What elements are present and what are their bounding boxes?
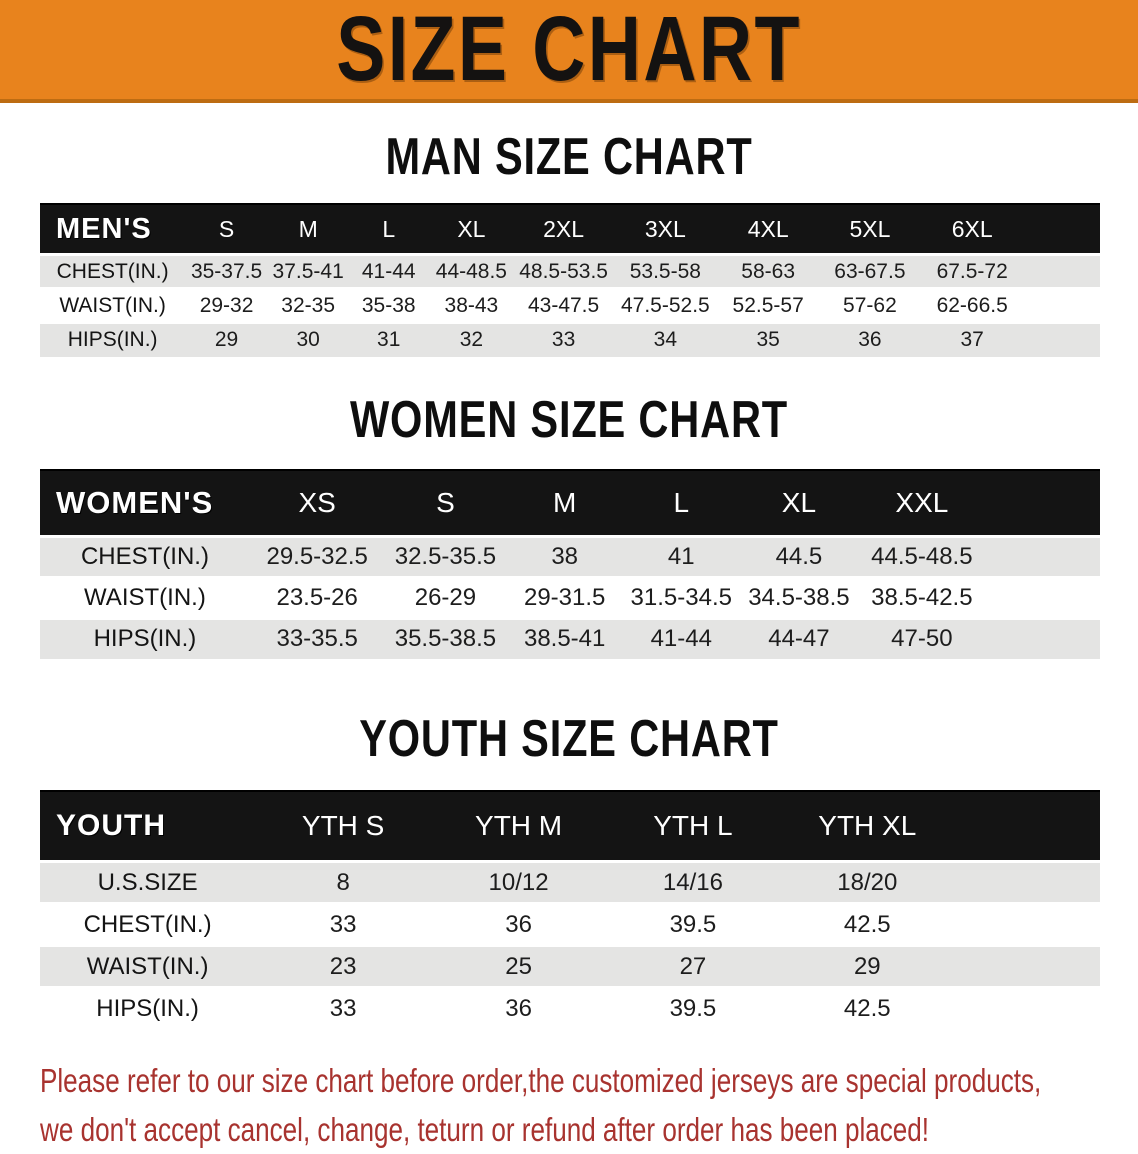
women-section-heading: WOMEN SIZE CHART (349, 390, 789, 449)
youth-row-label: WAIST(IN.) (40, 946, 255, 988)
men-row-spacer (1024, 289, 1100, 323)
women-row-waistin (40, 577, 1100, 618)
men-value-cell: 53.5-58 (613, 255, 717, 289)
women-value-cell: 29.5-32.5 (250, 536, 385, 577)
women-row-spacer (985, 618, 1100, 659)
men-size-section (0, 103, 1138, 357)
men-value-cell: 37.5-41 (268, 255, 349, 289)
men-value-cell: 63-67.5 (819, 255, 921, 289)
youth-value-cell: 8 (255, 862, 431, 904)
youth-value-cell: 36 (431, 988, 606, 1030)
disclaimer-line-2: we don't accept cancel, change, teturn or refund after order has been placed! (40, 1110, 930, 1148)
women-value-cell: 31.5-34.5 (623, 577, 740, 618)
men-row-hipsin (40, 323, 1100, 357)
men-value-cell: 35 (717, 323, 819, 357)
youth-value-cell: 39.5 (606, 988, 780, 1030)
women-value-cell: 33-35.5 (250, 618, 385, 659)
youth-value-cell: 27 (606, 946, 780, 988)
men-value-cell: 43-47.5 (514, 289, 614, 323)
youth-column-yth-m: YTH M (431, 791, 606, 862)
men-value-cell: 44-48.5 (429, 255, 514, 289)
youth-row-hipsin (40, 988, 1100, 1030)
women-row-label: HIPS(IN.) (40, 618, 250, 659)
men-value-cell: 67.5-72 (921, 255, 1024, 289)
men-value-cell: 48.5-53.5 (514, 255, 614, 289)
women-value-cell: 29-31.5 (506, 577, 623, 618)
men-column-m: M (268, 204, 349, 255)
men-value-cell: 32-35 (268, 289, 349, 323)
size-chart-banner (0, 0, 1138, 103)
women-row-label: WAIST(IN.) (40, 577, 250, 618)
women-value-cell: 38 (506, 536, 623, 577)
women-size-section (0, 357, 1138, 660)
youth-column-yth-l: YTH L (606, 791, 780, 862)
women-value-cell: 38.5-42.5 (858, 577, 985, 618)
women-row-spacer (985, 577, 1100, 618)
men-value-cell: 52.5-57 (717, 289, 819, 323)
men-column-5xl: 5XL (819, 204, 921, 255)
women-size-table (40, 469, 1100, 660)
men-value-cell: 34 (613, 323, 717, 357)
men-column-s: S (185, 204, 268, 255)
youth-row-label: HIPS(IN.) (40, 988, 255, 1030)
youth-value-cell: 10/12 (431, 862, 606, 904)
women-value-cell: 47-50 (858, 618, 985, 659)
men-column-xl: XL (429, 204, 514, 255)
youth-value-cell: 25 (431, 946, 606, 988)
men-value-cell: 31 (348, 323, 429, 357)
men-row-label: HIPS(IN.) (40, 323, 185, 357)
men-row-spacer (1024, 323, 1100, 357)
men-value-cell: 36 (819, 323, 921, 357)
youth-size-table (40, 790, 1100, 1030)
youth-row-spacer (955, 862, 1100, 904)
youth-column-yth-s: YTH S (255, 791, 431, 862)
men-column-3xl: 3XL (613, 204, 717, 255)
youth-size-section (0, 659, 1138, 1030)
men-column-6xl: 6XL (921, 204, 1024, 255)
women-row-label: CHEST(IN.) (40, 536, 250, 577)
men-row-waistin (40, 289, 1100, 323)
youth-row-ussize (40, 862, 1100, 904)
women-row-hipsin (40, 618, 1100, 659)
women-column-xl: XL (740, 470, 859, 537)
women-value-cell: 34.5-38.5 (740, 577, 859, 618)
men-row-label: CHEST(IN.) (40, 255, 185, 289)
disclaimer-line-1: Please refer to our size chart before order,the customized jerseys are special products, (40, 1061, 1042, 1099)
men-header-spacer (1024, 204, 1100, 255)
women-column-xxl: XXL (858, 470, 985, 537)
women-column-l: L (623, 470, 740, 537)
youth-row-spacer (955, 904, 1100, 946)
men-value-cell: 57-62 (819, 289, 921, 323)
youth-value-cell: 23 (255, 946, 431, 988)
men-value-cell: 62-66.5 (921, 289, 1024, 323)
men-value-cell: 33 (514, 323, 614, 357)
youth-row-waistin (40, 946, 1100, 988)
youth-row-spacer (955, 988, 1100, 1030)
women-value-cell: 41 (623, 536, 740, 577)
youth-column-yth-xl: YTH XL (780, 791, 955, 862)
men-value-cell: 32 (429, 323, 514, 357)
men-row-spacer (1024, 255, 1100, 289)
men-value-cell: 41-44 (348, 255, 429, 289)
women-column-s: S (384, 470, 506, 537)
youth-section-heading: YOUTH SIZE CHART (359, 710, 779, 768)
women-header-row (40, 470, 1100, 537)
youth-value-cell: 29 (780, 946, 955, 988)
youth-value-cell: 18/20 (780, 862, 955, 904)
order-disclaimer (40, 1056, 1042, 1154)
youth-row-spacer (955, 946, 1100, 988)
women-column-xs: XS (250, 470, 385, 537)
women-row-chestin (40, 536, 1100, 577)
men-group-label: MEN'S (40, 204, 185, 255)
men-column-l: L (348, 204, 429, 255)
women-value-cell: 41-44 (623, 618, 740, 659)
youth-value-cell: 33 (255, 904, 431, 946)
men-row-chestin (40, 255, 1100, 289)
men-value-cell: 29 (185, 323, 268, 357)
women-value-cell: 44.5-48.5 (858, 536, 985, 577)
men-section-heading: MAN SIZE CHART (385, 128, 753, 186)
men-value-cell: 29-32 (185, 289, 268, 323)
women-value-cell: 26-29 (384, 577, 506, 618)
men-column-2xl: 2XL (514, 204, 614, 255)
men-size-table (40, 203, 1100, 357)
men-row-label: WAIST(IN.) (40, 289, 185, 323)
men-table-wrap (40, 203, 1100, 357)
youth-table-wrap (40, 790, 1100, 1030)
youth-row-label: CHEST(IN.) (40, 904, 255, 946)
women-table-wrap (40, 469, 1100, 660)
women-value-cell: 38.5-41 (506, 618, 623, 659)
youth-value-cell: 36 (431, 904, 606, 946)
women-value-cell: 44-47 (740, 618, 859, 659)
youth-value-cell: 14/16 (606, 862, 780, 904)
men-value-cell: 58-63 (717, 255, 819, 289)
men-value-cell: 38-43 (429, 289, 514, 323)
banner-title: SIZE CHART (336, 0, 802, 100)
women-row-spacer (985, 536, 1100, 577)
youth-value-cell: 42.5 (780, 988, 955, 1030)
youth-header-row (40, 791, 1100, 862)
youth-header-spacer (955, 791, 1100, 862)
men-value-cell: 47.5-52.5 (613, 289, 717, 323)
men-header-row (40, 204, 1100, 255)
women-value-cell: 32.5-35.5 (384, 536, 506, 577)
youth-row-label: U.S.SIZE (40, 862, 255, 904)
women-column-m: M (506, 470, 623, 537)
men-value-cell: 35-37.5 (185, 255, 268, 289)
women-group-label: WOMEN'S (40, 470, 250, 537)
youth-value-cell: 39.5 (606, 904, 780, 946)
men-value-cell: 37 (921, 323, 1024, 357)
women-value-cell: 35.5-38.5 (384, 618, 506, 659)
men-column-4xl: 4XL (717, 204, 819, 255)
youth-value-cell: 33 (255, 988, 431, 1030)
women-value-cell: 23.5-26 (250, 577, 385, 618)
women-value-cell: 44.5 (740, 536, 859, 577)
youth-value-cell: 42.5 (780, 904, 955, 946)
women-header-spacer (985, 470, 1100, 537)
men-value-cell: 35-38 (348, 289, 429, 323)
youth-row-chestin (40, 904, 1100, 946)
youth-group-label: YOUTH (40, 791, 255, 862)
men-value-cell: 30 (268, 323, 349, 357)
